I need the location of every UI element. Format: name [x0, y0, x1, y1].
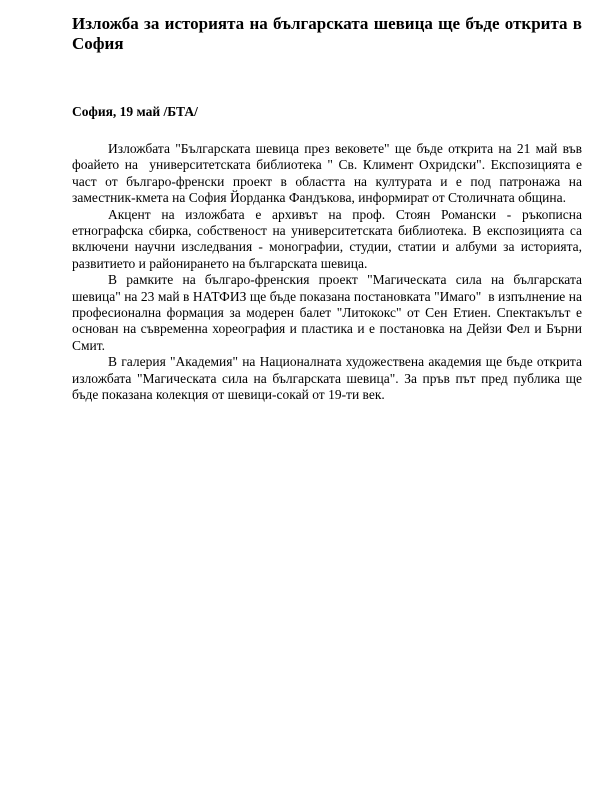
article-paragraph: Акцент на изложбата е архивът на проф. Стоян Романски - ръкописна етнографска сбирка, собственост на университетската библиотека. В експозицията са включени научни изследвания - монографии, студии, статии и албуми за историята, развитието и районирането на българската шевица.	[72, 206, 586, 271]
article-paragraph: В галерия "Академия" на Националната художествена академия ще бъде открита изложбата "Магическата сила на българската шевица". За пръв път пред публика ще бъде показана колекция от шевици-сокай от 19-ти век.	[72, 354, 589, 403]
article-body	[72, 141, 589, 404]
article-paragraph: Изложбата "Българската шевица през вековете" ще бъде открита на 21 май във фоайето на университетската библиотека " Св. Климент Охридски". Експозицията е част от българо-френски проект в областта на културата и е под патронажа на заместник-кмета на София Йорданка Фандъкова, информират от Столичната община.	[72, 141, 586, 206]
document-page	[72, 14, 589, 404]
article-dateline: София, 19 май /БТА/	[72, 104, 198, 119]
article-title: Изложба за историята на българската шевица ще бъде открита в София	[72, 14, 582, 53]
article-paragraph: В рамките на българо-френския проект "Магическата сила на българската шевица" на 23 май в НАТФИЗ ще бъде показана постановката "Имаго" в изпълнение на професионална формация за модерен балет "Литококс" от Сен Етиен. Спектакълът е основан на съвременна хореография и пластика и е постановка на Дейзи Фел и Бърни Смит.	[72, 272, 586, 353]
